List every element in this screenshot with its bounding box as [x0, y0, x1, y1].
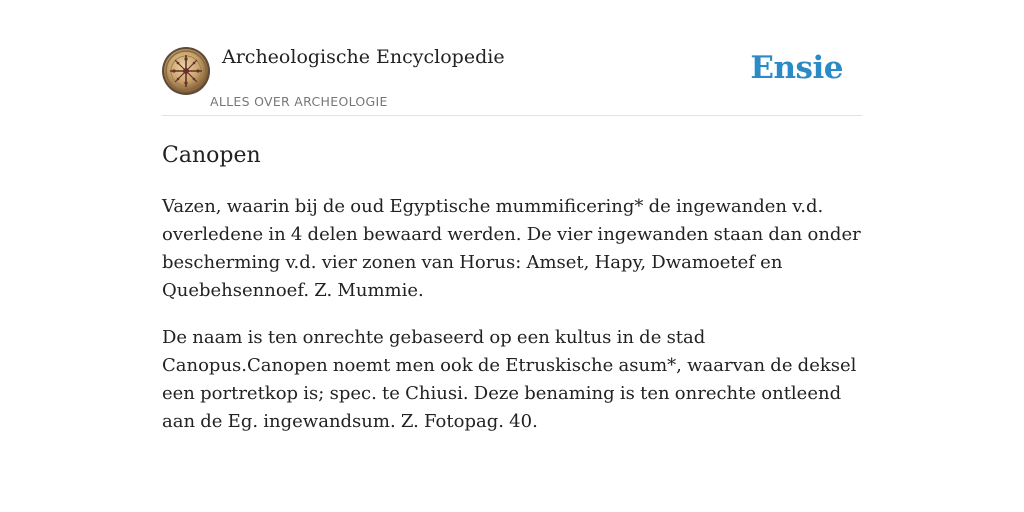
- site-title-link[interactable]: Archeologische Encyclopedie: [222, 46, 505, 68]
- article-paragraph-1: Vazen, waarin bij de oud Egyptische mummificering* de ingewanden v.d. overledene in 4 delen bewaard werden. De vier ingewanden staan dan onder bescherming v.d. vier zonen van Horus: Amset, Hapy, Dwamoetef en Quebehsennoef. Z. Mummie.: [162, 196, 861, 301]
- brand-logo-link[interactable]: Ensie: [750, 50, 843, 86]
- article-paragraph-2: De naam is ten onrechte gebaseerd op een kultus in de stad Canopus.Canopen noemt men ook de Etruskische asum*, waarvan de deksel een portretkop is; spec. te Chiusi. Deze benaming is ten onrechte ontleend aan de Eg. ingewandsum. Z. Fotopag. 40.: [162, 327, 857, 432]
- site-subtitle: ALLES OVER ARCHEOLOGIE: [210, 94, 388, 109]
- archaeology-disc-icon[interactable]: [162, 47, 210, 95]
- site-header: [162, 46, 862, 116]
- page: [162, 0, 862, 436]
- article-title: Canopen: [162, 143, 261, 168]
